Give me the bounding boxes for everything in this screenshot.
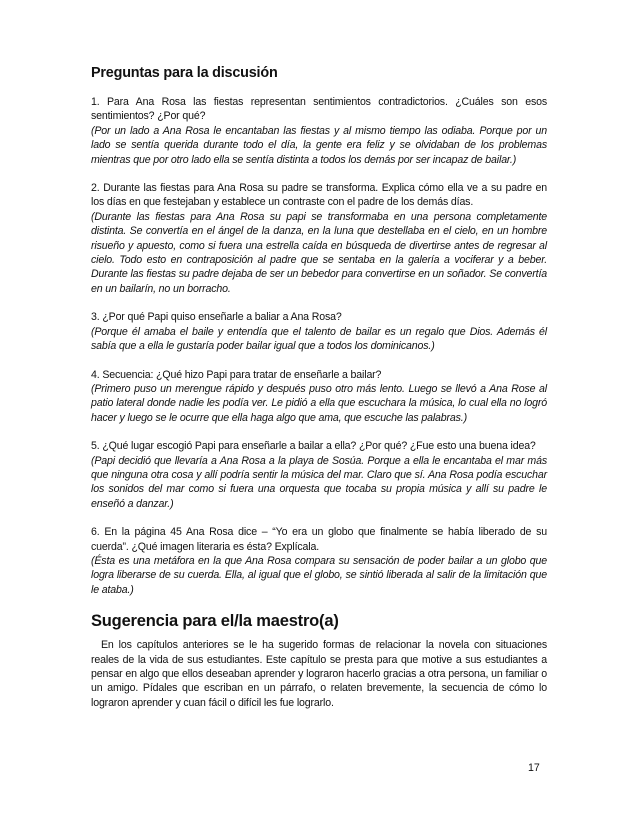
question-text: 6. En la página 45 Ana Rosa dice – “Yo era un globo que finalmente se había liberado de su cuerda”. ¿Qué imagen literaria es ésta? Explícala.: [91, 526, 547, 553]
question-text: 1. Para Ana Rosa las fiestas representan sentimientos contradictorios. ¿Cuáles son esos sentimientos? ¿Por qué?: [91, 96, 547, 123]
discussion-questions-heading: Preguntas para la discusión: [91, 65, 278, 81]
answer-text: (Ésta es una metáfora en la que Ana Rosa compara su sensación de poder bailar a un globo que logra liberarse de su cuerda. Ella, al igual que el globo, se sintió liberada al salir de la limitación que le ataba.): [91, 554, 547, 596]
question-item-4: [91, 368, 547, 426]
answer-text: (Durante las fiestas para Ana Rosa su papi se transformaba en una persona completamente distinta. Se convertía en el ángel de la danza, en la luna que destellaba en el cielo, en un hombre risueño y apuesto, como si fuera una estrella caída en búsqueda de divertirse antes de regresar al cielo. Todo esto en contraposición al padre que se sentaba en la galería a vociferar y a beber. Durante las fiestas su padre dejaba de ser un bebedor para convertirse en un soñador. Se convertía en un bailarín, no un borracho.: [91, 210, 547, 295]
answer-text: (Por un lado a Ana Rosa le encantaban las fiestas y al mismo tiempo las odiaba. Porque por un lado se sentía querida durante todo el día, la gente era feliz y se olvidaban de los problemas mientras que por otro lado ella se sentía distinta a todos los demás por ser incapaz de bailar.): [91, 124, 547, 166]
teacher-suggestion-heading: Sugerencia para el/la maestro(a): [91, 612, 339, 631]
document-page: [91, 64, 547, 710]
answer-text: (Papi decidió que llevaría a Ana Rosa a la playa de Sosúa. Porque a ella le encantaba el mar más que ninguna otra cosa y allí podría sentir la música del mar. Claro que sí. Ana Rosa podía escuchar los sonidos del mar como si fuera una orquesta que tocaba su propia música y allí su padre le enseñó a danzar.): [91, 454, 547, 510]
page-number: 17: [528, 762, 540, 774]
question-text: 3. ¿Por qué Papi quiso enseñarle a baliar a Ana Rosa?: [91, 311, 342, 324]
teacher-suggestion-paragraph: En los capítulos anteriores se le ha sugerido formas de relacionar la novela con situaciones reales de la vida de sus estudiantes. Este capítulo se presta para que motive a sus estudiantes a pensar en algo que ellos deseaban aprender y lograron hacerlo gracias a otra persona, un familiar o un amigo. Pídales que escriban en un párrafo, o relaten brevemente, la secuencia de cómo lo lograron aprender y cuan fácil o difícil les fue lograrlo.: [91, 639, 547, 709]
question-text: 2. Durante las fiestas para Ana Rosa su padre se transforma. Explica cómo ella ve a su padre en los días en que festejaban y establece un contraste con el padre de los demás días.: [91, 182, 547, 209]
answer-text: (Porque él amaba el baile y entendía que el talento de bailar es un regalo que Dios. Además él sabía que a ella le gustaría poder bailar igual que a todos los dominicanos.): [91, 325, 547, 353]
question-text: 4. Secuencia: ¿Qué hizo Papi para tratar de enseñarle a bailar?: [91, 368, 382, 381]
question-item-1: [91, 95, 547, 167]
question-item-2: [91, 181, 547, 296]
question-text: 5. ¿Qué lugar escogió Papi para enseñarle a bailar a ella? ¿Por qué? ¿Fue esto una buena idea?: [91, 440, 536, 453]
question-item-3: [91, 310, 547, 353]
question-item-5: [91, 439, 547, 511]
question-item-6: [91, 525, 547, 597]
answer-text: (Primero puso un merengue rápido y después puso otro más lento. Luego se llevó a Ana Rose al patio lateral donde nadie les podía ver. Le pidió a ella que escuchara la música, lo cual ella no logró hacer y luego se le ocurre que ella haga algo que ama, que escuche las palabras.): [91, 382, 547, 424]
